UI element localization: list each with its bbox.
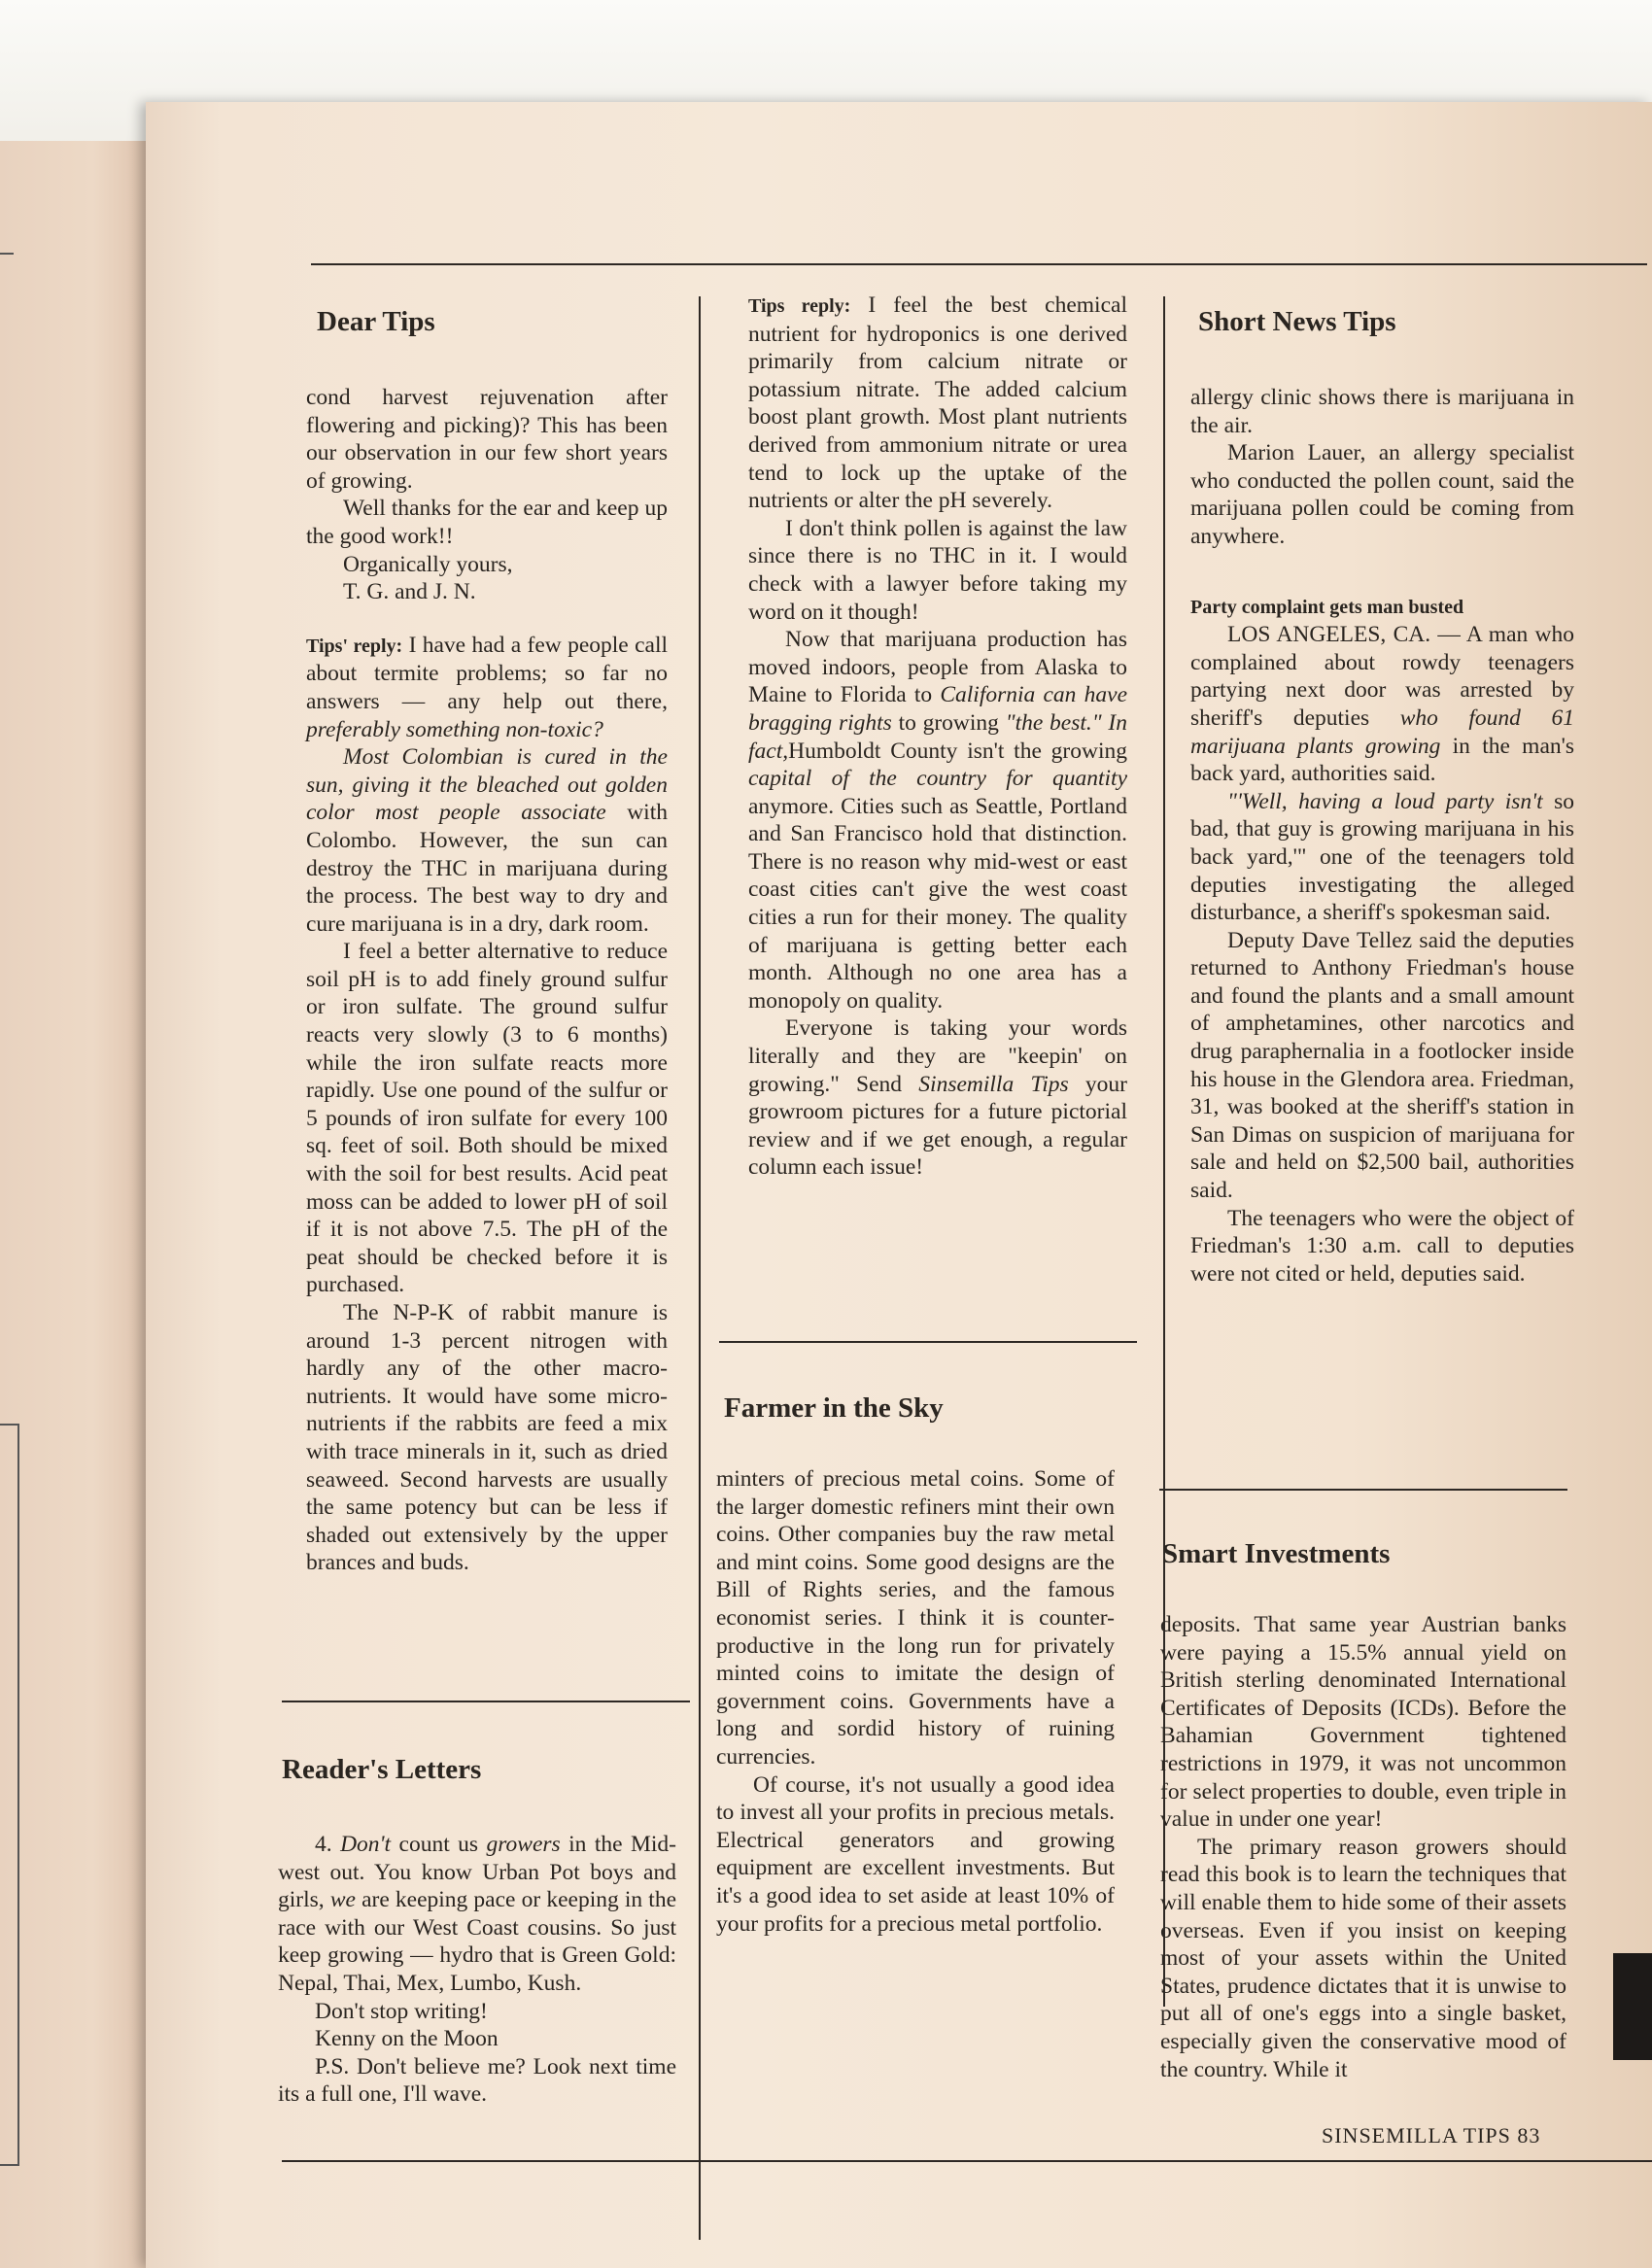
smart-investments-paragraph: The primary reason growers should read this book is to learn the techniques that will enable them to hide some of their assets overseas. Even if you insist on keeping most of your assets within the United States, prudence dictates that it is unwise to put all of one's eggs into a single basket, especially given the conservative mood of the country. While it: [1160, 1834, 1566, 2082]
indoor-emphasis: "the best." In fact,: [748, 709, 1127, 764]
page-shadow: [1613, 1953, 1652, 2060]
column-rule-1: [699, 296, 701, 2240]
short-news-paragraph: Marion Lauer, an allergy specialist who conducted the pollen count, said the marijuana pollen could be coming from anywhere.: [1190, 440, 1574, 549]
party-text: LOS ANGELES, CA. — A man who complained about rowdy teenagers partying next door was arrested by sheriff's deputies: [1190, 622, 1574, 731]
soil-ph-paragraph: I feel a better alternative to reduce soil pH is to add finely ground sulfur or iron sulfate. The ground sulfur reacts very slowly (3 to 6 months) while the iron sulfate reacts more rapidly. Use one pound of the sulfur or 5 pounds of iron sulfate for every 100 sq. feet of soil. Both should be mixed with the soil for best results. Acid peat moss can be added to lower pH of soil if it is not above 7.5. The pH of the peat should be checked before it is purchased.: [306, 939, 668, 1298]
reply-text: I have had a few people call about termite problems; so far no answers — any help out there,: [306, 632, 668, 714]
page-footer: [1322, 2123, 1540, 2148]
farmer-paragraph: Of course, it's not usually a good idea to invest all your profits in precious metals. Electrical generators and growing equipment are excellent investments. But it's a good idea to set aside at least 10% of your profits for a precious metal portfolio.: [716, 1771, 1115, 1937]
smart-investments-paragraph: deposits. That same year Austrian banks were paying a 15.5% annual yield on British sterling denominated International Certificates of Deposits (ICDs). Before the Bahamian Government tightened restrictions in 1979, it was not uncommon for select properties to double, even triple in value in under one year!: [1160, 1612, 1566, 1833]
readers-letters-heading: Reader's Letters: [282, 1754, 482, 1785]
indoor-text: to growing: [891, 709, 1006, 736]
tips-reply-label: Tips reply:: [748, 295, 851, 317]
smart-investments-body: [1160, 1611, 1566, 2083]
magazine-page: [146, 102, 1652, 2268]
page-number: 83: [1517, 2123, 1541, 2148]
dear-tips-heading: Dear Tips: [317, 306, 435, 337]
tips-reply-column: [748, 292, 1127, 1182]
party-emphasis: who found 61 marijuana plants growing: [1190, 704, 1574, 759]
colombian-paragraph: [306, 743, 668, 938]
growroom-emphasis: Sinsemilla Tips: [918, 1071, 1069, 1097]
short-news-body: [1190, 384, 1574, 1288]
facing-page-mark: [0, 253, 14, 255]
short-news-paragraph: allergy clinic shows there is marijuana in the air.: [1190, 385, 1574, 438]
growroom-text: your growroom pictures for a future pictorial review and if we get enough, a regular column each issue!: [748, 1071, 1127, 1181]
growroom-paragraph: [748, 1014, 1127, 1182]
growroom-text: Everyone is taking your words literally and they are "keepin' on growing." Send: [748, 1015, 1127, 1097]
indoor-text: Now that marijuana production has moved indoors, people from Alaska to Maine to Florida to: [748, 627, 1127, 708]
letter-text: count us: [391, 1832, 487, 1857]
indoor-emphasis: California can have bragging rights: [748, 682, 1127, 736]
letter-number: 4.: [315, 1832, 341, 1857]
reader-letter-postscript: P.S. Don't believe me? Look next time its a full one, I'll wave.: [278, 2053, 676, 2108]
party-text: in the man's back yard, authorities said.: [1190, 733, 1575, 787]
farmer-heading: Farmer in the Sky: [724, 1392, 944, 1424]
deputy-paragraph: Deputy Dave Tellez said the deputies returned to Anthony Friedman's house and found the plants and a small amount of amphetamines, other narcotics and drug paraphernalia in a footlocker inside his house in the Glendora area. Friedman, 31, was booked at the sheriff's station in San Dimas on suspicion of marijuana for sale and held on $2,500 bail, authorities said.: [1190, 927, 1574, 1204]
reader-letter-line: Don't stop writing!: [315, 1998, 488, 2024]
pollen-paragraph: I don't think pollen is against the law since there is no THC in it. I would check with a lawyer before taking my word on it though!: [748, 515, 1127, 625]
party-subhead: Party complaint gets man busted: [1190, 596, 1464, 618]
colombian-emphasis: Most Colombian is cured in the sun, giving it the bleached out golden color most people associate: [306, 744, 668, 826]
letter-text: in the Mid-west out. You know Urban Pot boys and girls,: [278, 1832, 676, 1913]
reply-emphasis: preferably something non-toxic?: [306, 716, 603, 742]
party-quote-text: so bad, that guy is growing marijuana in his back yard,'" one of the teenagers told deputies investigating the alleged disturbance, a sheriff's spokesman said.: [1190, 788, 1574, 926]
letter-text: are keeping pace or keeping in the race with our West Coast cousins. So just keep growing — hydro that is Green Gold: Nepal, Thai, Mex, Lumbo, Kush.: [278, 1887, 677, 1996]
npk-paragraph: The N-P-K of rabbit manure is around 1-3 percent nitrogen with hardly any of the other macro-nutrients. It would have some micro-nutrients if the rabbits are feed a mix with trace minerals in it, such as dried seaweed. Second harvests are usually the same potency but can be less if shaded out extensively by the upper brances and buds.: [306, 1300, 668, 1576]
tips-reply-text: I feel the best chemical nutrient for hydroponics is one derived primarily from calcium nitrate or potassium nitrate. The added calcium boost plant growth. Most plant nutrients derived from ammonium nitrate or urea tend to lock up the uptake of the nutrients or alter the pH severely.: [748, 292, 1127, 514]
readers-letters-body: [278, 1831, 676, 2109]
party-quote-emphasis: "'Well, having a loud party isn't: [1227, 788, 1543, 814]
section-rule: [719, 1341, 1137, 1343]
party-quote-paragraph: [1190, 788, 1574, 927]
indoor-text: Humboldt County isn't the growing: [788, 738, 1127, 764]
dear-tips-signature: T. G. and J. N.: [343, 579, 476, 605]
section-rule: [1159, 1489, 1567, 1491]
facing-page-edge: [0, 141, 155, 2268]
tips-reply-paragraph: [748, 292, 1127, 515]
reply-label: Tips' reply:: [306, 635, 403, 657]
indoor-text: anymore. Cities such as Seattle, Portland and San Francisco hold that distinction. There is no reason why mid-west or east coast cities can't give the west coast cities a run for their money. The quality of marijuana is getting better each month. Although no one area has a monopoly on quality.: [748, 793, 1127, 1014]
party-paragraph: [1190, 621, 1574, 788]
dear-tips-paragraph: Well thanks for the ear and keep up the good work!!: [306, 496, 668, 549]
short-news-heading: Short News Tips: [1198, 306, 1396, 337]
bottom-rule: [282, 2160, 1652, 2162]
section-rule: [282, 1701, 690, 1702]
colombian-text: with Colombo. However, the sun can destroy the THC in marijuana during the process. The best way to dry and cure marijuana is in a dry, dark room.: [306, 800, 668, 937]
dear-tips-paragraph: cond harvest rejuvenation after flowering and picking)? This has been our observation in our few short years of growing.: [306, 385, 668, 494]
indoor-paragraph: [748, 626, 1127, 1014]
magazine-name: SINSEMILLA TIPS: [1322, 2123, 1511, 2148]
letter-emphasis: Don't: [340, 1832, 392, 1857]
smart-investments-heading: Smart Investments: [1162, 1538, 1391, 1569]
indoor-emphasis: capital of the country for quantity: [748, 766, 1127, 792]
dear-tips-body: [306, 384, 668, 1577]
dear-tips-signoff: Organically yours,: [343, 551, 513, 577]
reader-letter-signature: Kenny on the Moon: [315, 2026, 499, 2052]
top-rule: [311, 263, 1647, 265]
letter-emphasis: we: [329, 1887, 356, 1913]
farmer-paragraph: minters of precious metal coins. Some of the larger domestic refiners mint their own coins. Other companies buy the raw metal and mint coins. Some good designs are the Bill of Rights series, and the famous economist series. I think it is counter-productive in the long run for privately minted coins to imitate the design of government coins. Governments have a long and sordid history of ruining currencies.: [716, 1466, 1115, 1770]
reader-letter-paragraph: [278, 1831, 676, 1998]
teenagers-paragraph: The teenagers who were the object of Friedman's 1:30 a.m. call to deputies were not cited or held, deputies said.: [1190, 1205, 1574, 1287]
facing-page-frame: [0, 1424, 19, 2166]
tips-reply-paragraph: [306, 632, 668, 743]
farmer-body: [716, 1465, 1115, 1938]
letter-emphasis: growers: [486, 1832, 561, 1857]
